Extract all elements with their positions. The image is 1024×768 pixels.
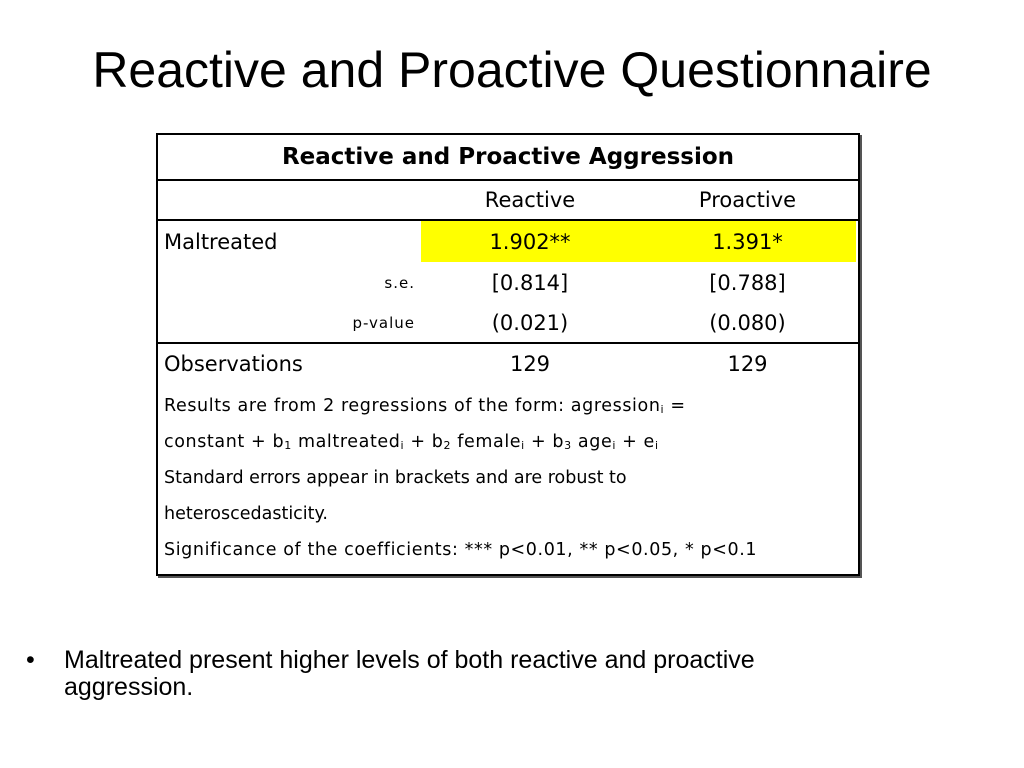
- subscript: i: [654, 439, 659, 452]
- note-text: + b: [524, 432, 565, 452]
- table-row-se: [158, 262, 858, 303]
- subscript: 1: [284, 439, 292, 452]
- bullet-icon: •: [26, 646, 35, 674]
- header-label-cell: [158, 181, 421, 219]
- pvalue-reactive: (0.021): [491, 310, 569, 335]
- column-header-reactive: Reactive: [484, 188, 576, 212]
- note-regression-form: [164, 388, 852, 424]
- bullet-text: Maltreated present higher levels of both reactive and proactive aggression.: [64, 646, 755, 701]
- note-text: + b: [404, 432, 444, 452]
- subscript: i: [400, 439, 405, 452]
- row-label-se: s.e.: [384, 273, 415, 292]
- note-text: Results are from 2 regressions of the form: agression: [164, 396, 661, 416]
- subscript: i: [521, 439, 525, 452]
- row-label-pvalue: p-value: [352, 313, 415, 332]
- subscript: 3: [564, 439, 572, 452]
- note-text: female: [451, 432, 522, 452]
- column-header-proactive: Proactive: [698, 188, 797, 212]
- note-text: =: [664, 396, 686, 416]
- observations-proactive: 129: [727, 352, 768, 376]
- se-proactive: [0.788]: [709, 270, 786, 295]
- row-label-maltreated: Maltreated: [164, 229, 278, 254]
- se-reactive: [0.814]: [491, 270, 569, 295]
- table-title: Reactive and Proactive Aggression: [281, 144, 735, 170]
- row-label-observations: Observations: [164, 352, 303, 376]
- note-text: maltreated: [291, 432, 401, 452]
- subscript: i: [612, 439, 616, 452]
- table-row-maltreated: [158, 221, 858, 262]
- note-text: age: [571, 432, 613, 452]
- table-notes: [158, 384, 858, 574]
- coef-proactive: 1.391*: [639, 221, 856, 262]
- pvalue-proactive: (0.080): [709, 310, 786, 335]
- note-heteroscedasticity: heteroscedasticity.: [164, 504, 328, 524]
- table-row-observations: [158, 344, 858, 384]
- subscript: i: [660, 403, 665, 416]
- observations-reactive: 129: [509, 352, 551, 376]
- note-regression-equation: [164, 424, 852, 460]
- slide-title: Reactive and Proactive Questionnaire: [92, 42, 932, 98]
- table-title-row: [158, 135, 858, 181]
- table-row-pvalue: [158, 303, 858, 344]
- note-significance: Significance of the coefficients: *** p<0.01, ** p<0.05, * p<0.1: [164, 540, 758, 560]
- note-text: + e: [615, 432, 655, 452]
- table-header-row: [158, 181, 858, 221]
- note-standard-errors: Standard errors appear in brackets and are robust to: [164, 468, 627, 488]
- note-text: constant + b: [164, 432, 285, 452]
- subscript: 2: [443, 439, 452, 452]
- coef-reactive: 1.902**: [421, 221, 639, 262]
- regression-table: [156, 133, 860, 576]
